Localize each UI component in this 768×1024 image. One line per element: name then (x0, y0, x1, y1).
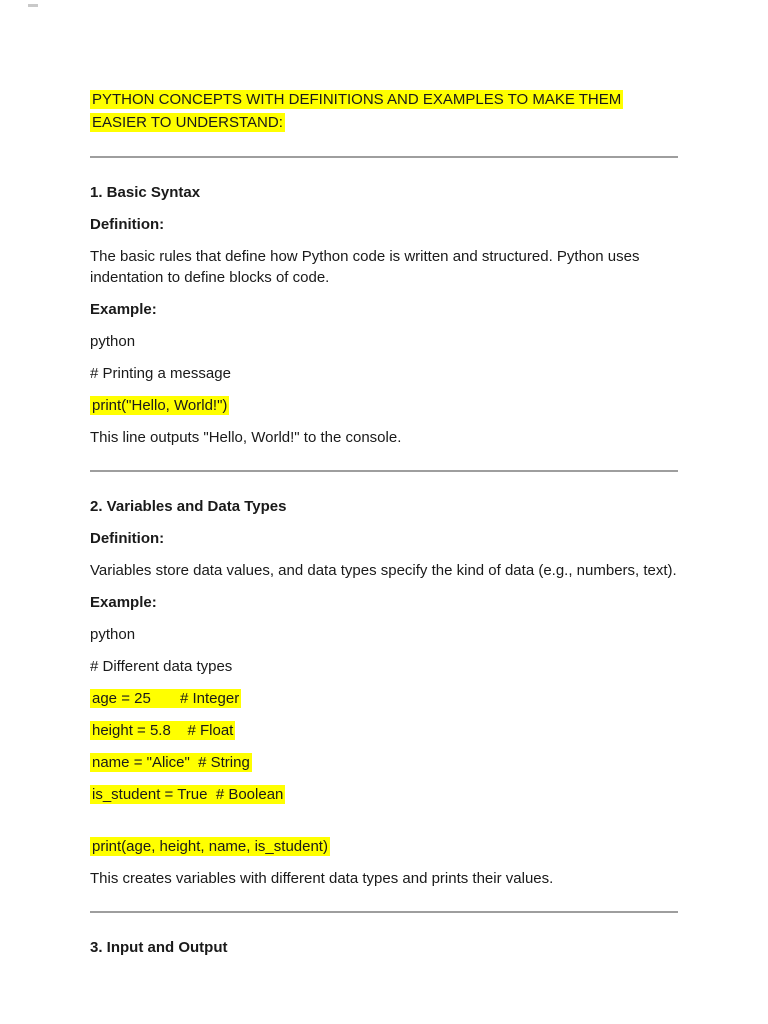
section-2-code-line-height: height = 5.8 # Float (92, 722, 234, 739)
section-2-code-line-is-student: is_student = True # Boolean (92, 786, 284, 803)
section-2-code-line-name: name = "Alice" # String (92, 754, 250, 771)
section-1-lang-line: python (90, 333, 136, 350)
section-2-code-line-print: print(age, height, name, is_student) (92, 838, 328, 855)
section-2-code-paragraph (90, 784, 678, 805)
section-1-comment-line: # Printing a message (90, 365, 231, 382)
section-2-comment-line: # Different data types (90, 658, 233, 675)
section-1-code-paragraph (90, 395, 678, 416)
section-1-definition-label: Definition: (90, 216, 165, 233)
section-2-code-paragraph (90, 752, 678, 773)
section-2-code-paragraph (90, 688, 678, 709)
section-2-definition-text: Variables store data values, and data types specify the kind of data (e.g., numbers, text). (90, 562, 677, 579)
section-divider (90, 156, 678, 158)
section-1-example-label: Example: (90, 301, 157, 318)
page-corner-artifact (28, 4, 38, 7)
section-3-heading: 3. Input and Output (90, 939, 228, 956)
section-1-definition-text: The basic rules that define how Python code is written and structured. Python uses indentation to define blocks of code. (90, 248, 640, 286)
section-2-code-line-age: age = 25 # Integer (92, 690, 240, 707)
section-2-lang-line: python (90, 626, 136, 643)
section-2-explanation: This creates variables with different data types and prints their values. (90, 870, 554, 887)
section-1-explanation: This line outputs "Hello, World!" to the console. (90, 429, 402, 446)
section-2-definition-label: Definition: (90, 530, 165, 547)
section-2-example-label: Example: (90, 594, 157, 611)
section-1-code-line: print("Hello, World!") (92, 397, 228, 414)
section-1-heading: 1. Basic Syntax (90, 184, 201, 201)
blank-line (90, 816, 678, 836)
section-divider (90, 911, 678, 913)
section-2-code-paragraph (90, 836, 678, 857)
document-title: PYTHON CONCEPTS WITH DEFINITIONS AND EXAMPLES TO MAKE THEM EASIER TO UNDERSTAND: (92, 91, 622, 131)
section-divider (90, 470, 678, 472)
section-2-code-paragraph (90, 720, 678, 741)
document-title-paragraph (90, 88, 678, 134)
section-2-heading: 2. Variables and Data Types (90, 498, 287, 515)
